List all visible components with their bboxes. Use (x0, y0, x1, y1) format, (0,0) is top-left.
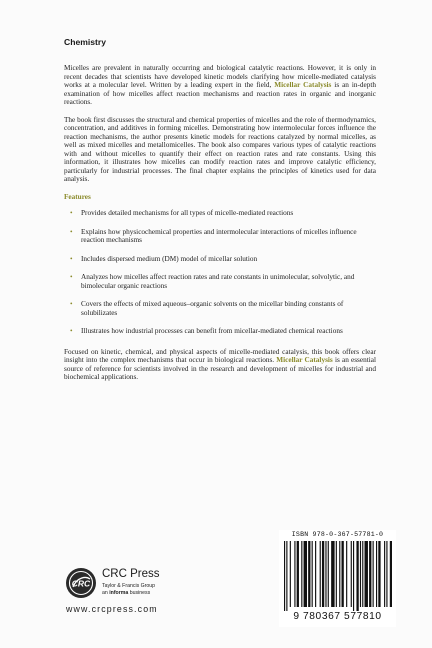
bullet-icon: • (70, 327, 73, 335)
feature-item (64, 228, 361, 245)
barcode-bar (331, 541, 334, 607)
isbn-label: ISBN 978-0-367-57781-0 (291, 531, 384, 538)
intro-paragraph-2: The book first discusses the structural and chemical properties of micelles and the role of thermodynamics, concentration, and additives in forming micelles. Demonstrating how intermolecular forces influence the reaction mechanisms, the author presents kinetic models for reactions catalyzed by normal micelles, as well as mixed micelles and metallomicelles. The book also compares various types of catalytic reactions with and without micelles to quantify their effect on reaction rates and rate constants. Using this information, it illustrates how micelles can modify reaction rates and improve catalytic efficiency, particularly for industrial processes. The final chapter explains the principles of kinetics used for data analysis. (64, 115, 376, 183)
feature-item (64, 255, 361, 264)
barcode-bar (390, 541, 392, 607)
barcode-bar (320, 541, 321, 607)
barcode-bar (378, 541, 380, 607)
feature-text: Includes dispersed medium (DM) model of micellar solution (81, 254, 258, 263)
barcode-bar (351, 541, 352, 607)
barcode-bars (283, 541, 392, 611)
barcode-bar (362, 541, 363, 607)
crc-logo-text: CRC (71, 578, 91, 589)
barcode-bar (384, 541, 385, 607)
barcode-bar (353, 541, 354, 611)
barcode-bar (360, 541, 361, 607)
features-heading: Features (64, 192, 91, 201)
barcode-bar (297, 541, 299, 607)
bullet-icon: • (70, 209, 73, 217)
feature-text: Illustrates how industrial processes can benefit from micellar-mediated chemical reactions (81, 327, 343, 335)
barcode-bar (342, 541, 344, 607)
barcode-digits: 9 780367 577810 (293, 611, 382, 622)
feature-text: Explains how physicochemical properties and intermolecular interactions of micelles influence reaction mechanisms (81, 227, 357, 244)
barcode-bar (325, 541, 326, 607)
barcode-bar (356, 541, 358, 611)
description (64, 64, 376, 391)
feature-item (64, 300, 361, 317)
feature-text: Analyzes how micelles affect reaction rates and rate constants in unimolecular, solvolytic, and bimolecular organic reactions (81, 273, 355, 290)
barcode-bar (322, 541, 324, 607)
barcode-bar (339, 541, 340, 607)
barcode-bar (308, 541, 310, 607)
feature-text: Covers the effects of mixed aqueous–organic solvents on the micellar binding constants of solubilizates (81, 300, 344, 317)
barcode-bar (336, 541, 337, 607)
barcode-bar (346, 541, 347, 607)
feature-item (64, 209, 361, 218)
barcode-bar (284, 541, 285, 611)
book-title-inline: Micellar Catalysis (274, 81, 332, 89)
bullet-icon: • (70, 254, 73, 263)
barcode-bar (294, 541, 295, 607)
barcode-bar (328, 541, 329, 607)
isbn-barcode (279, 530, 396, 627)
website-link[interactable]: www.crcpress.com (66, 604, 158, 614)
feature-item (64, 273, 361, 290)
feature-text: Provides detailed mechanisms for all types of micelle-mediated reactions (81, 209, 294, 217)
business-suffix: business (128, 590, 151, 596)
business-prefix: an (102, 590, 110, 596)
barcode-bar (290, 541, 291, 607)
feature-item (64, 327, 361, 336)
barcode-bar (301, 541, 302, 607)
barcode-bar (286, 541, 287, 611)
intro-text-1b: is an in-depth examination of how micelles affect reaction mechanisms and reaction rates in organic and inorganic reactions. (64, 81, 376, 106)
barcode-bar (386, 541, 387, 607)
crc-logo-icon (66, 568, 96, 598)
publisher-business (102, 590, 150, 596)
publisher-name: CRC Press (102, 568, 160, 580)
barcode-bar (312, 541, 313, 607)
closing-paragraph (64, 348, 376, 382)
barcode-bar (376, 541, 377, 607)
barcode-bar (373, 541, 374, 607)
book-title-inline: Micellar Catalysis (276, 356, 333, 364)
bullet-icon: • (70, 273, 73, 281)
intro-text-1a: Micelles are prevalent in naturally occurring and biological catalytic reactions. However, it is only in recent decades that scientists have developed kinetic models clarifying how micelle-mediated catalysis works at a molecular level. Written by a leading expert in the field, (64, 64, 376, 89)
publisher-block (66, 565, 206, 625)
barcode-bar (369, 541, 371, 607)
barcode-bar (304, 541, 307, 607)
features-list (64, 209, 376, 336)
business-brand: informa (109, 590, 129, 596)
category-label: Chemistry (64, 37, 107, 47)
intro-paragraph-1 (64, 64, 376, 107)
closing-text-b: is an essential source of reference for scientists involved in the research and development of micelles for industrial and biochemical applications. (64, 356, 376, 381)
bullet-icon: • (70, 227, 73, 236)
barcode-bar (315, 541, 316, 607)
publisher-group: Taylor & Francis Group (102, 583, 156, 589)
barcode-bar (365, 541, 368, 607)
bullet-icon: • (70, 300, 73, 308)
closing-text-a: Focused on kinetic, chemical, and physical aspects of micelle-mediated catalysis, this book offers clear insight into the complex mechanisms that occur in biological reactions. (64, 347, 376, 364)
